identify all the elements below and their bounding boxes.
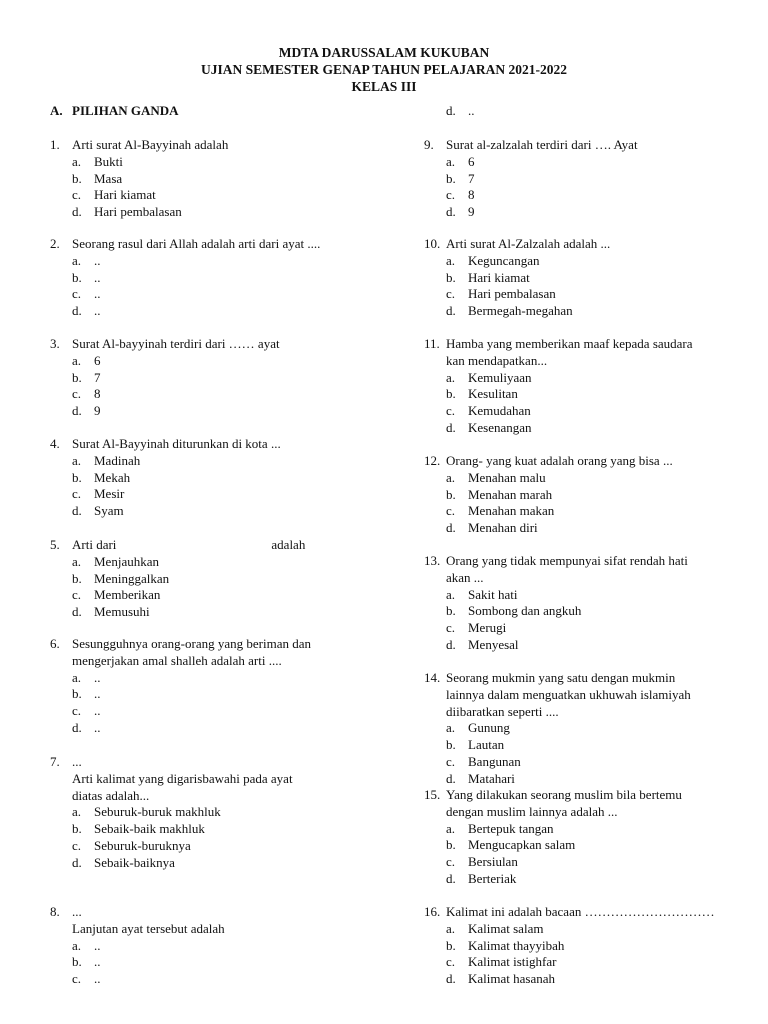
- option-a[interactable]: a. Keguncangan: [446, 252, 540, 268]
- option-d[interactable]: d. Syam: [72, 503, 124, 519]
- option-c[interactable]: c. Hari pembalasan: [446, 286, 556, 302]
- option-d[interactable]: d. Menyesal: [446, 636, 519, 652]
- question-number: 12.: [424, 453, 441, 468]
- question-number: 5.: [50, 537, 60, 552]
- section-name: PILIHAN GANDA: [72, 103, 179, 118]
- question-text: Surat Al-Bayyinah diturunkan di kota ...: [72, 436, 281, 451]
- question-number: 2.: [50, 236, 60, 251]
- option-d[interactable]: d. Bermegah-megahan: [446, 303, 573, 319]
- option-c[interactable]: c. Bangunan: [446, 753, 521, 769]
- option-d[interactable]: d. 9: [446, 204, 475, 220]
- question-8: [50, 904, 390, 988]
- option-c[interactable]: c. Bersiulan: [446, 854, 518, 870]
- option-d[interactable]: d. Hari pembalasan: [72, 204, 182, 220]
- question-number: 13.: [424, 553, 441, 568]
- option-a[interactable]: a. Seburuk-buruk makhluk: [72, 804, 221, 820]
- question-10: [424, 236, 744, 320]
- question-text: Hamba yang memberikan maaf kepada saudara kan mendapatkan...: [446, 336, 693, 368]
- option-a[interactable]: a. ..: [72, 937, 101, 953]
- option-d[interactable]: d. Kesenangan: [446, 419, 532, 435]
- option-c[interactable]: c. 8: [446, 187, 475, 203]
- option-a[interactable]: a. Gunung: [446, 720, 510, 736]
- question-1: [50, 137, 390, 221]
- option-d[interactable]: d. Matahari: [446, 770, 515, 786]
- section-title: [50, 103, 179, 120]
- option-c[interactable]: c. Mesir: [72, 486, 125, 502]
- option-b[interactable]: b. Mengucapkan salam: [446, 837, 576, 853]
- question-number: 3.: [50, 336, 60, 351]
- option-a[interactable]: a. 6: [72, 352, 101, 368]
- question-16: [424, 904, 744, 988]
- question-number: 16.: [424, 904, 441, 919]
- option-c[interactable]: c. Seburuk-buruknya: [72, 837, 191, 853]
- option-a[interactable]: a. Kalimat salam: [446, 920, 544, 936]
- question-number: 1.: [50, 137, 60, 152]
- question-text: Kalimat ini adalah bacaan …………………………: [446, 904, 715, 919]
- school-name: MDTA DARUSSALAM KUKUBAN: [278, 45, 490, 60]
- option-d[interactable]: d. ..: [72, 303, 101, 319]
- option-d[interactable]: d. Berteriak: [446, 870, 517, 886]
- option-b[interactable]: b. ..: [72, 269, 101, 285]
- option-b[interactable]: b. 7: [446, 170, 475, 186]
- question-3: [50, 336, 390, 420]
- option-a[interactable]: a. Bukti: [72, 153, 123, 169]
- question-text: ... Arti kalimat yang digarisbawahi pada ayat diatas adalah...: [72, 754, 293, 803]
- question-text: Arti surat Al-Bayyinah adalah: [72, 137, 229, 152]
- option-b[interactable]: b. Masa: [72, 170, 123, 186]
- question-text: Orang- yang kuat adalah orang yang bisa ...: [446, 453, 673, 468]
- option-b[interactable]: b. Kesulitan: [446, 386, 518, 402]
- question-5: [50, 537, 390, 621]
- option-a[interactable]: a. 6: [446, 153, 475, 169]
- option-c[interactable]: c. Kemudahan: [446, 403, 531, 419]
- option-d[interactable]: d. Menahan diri: [446, 520, 538, 536]
- question-number: 4.: [50, 436, 60, 451]
- question-number: 8.: [50, 904, 60, 919]
- section-letter: A.: [50, 103, 63, 118]
- option-a[interactable]: a. Menjauhkan: [72, 553, 159, 569]
- option-a[interactable]: a. ..: [72, 252, 101, 268]
- option-b[interactable]: b. Sombong dan angkuh: [446, 603, 582, 619]
- option-a[interactable]: a. Sakit hati: [446, 586, 518, 602]
- question-text: Seorang rasul dari Allah adalah arti dari ayat ....: [72, 236, 321, 251]
- question-4: [50, 436, 390, 520]
- question-text: Orang yang tidak mempunyai sifat rendah hati akan ...: [446, 553, 688, 585]
- option-c[interactable]: c. 8: [72, 386, 101, 402]
- question-13: [424, 553, 744, 654]
- question-11: [424, 336, 744, 437]
- question-number: 6.: [50, 636, 60, 651]
- option-a[interactable]: a. Menahan malu: [446, 469, 546, 485]
- question-9: [424, 137, 744, 221]
- question-15: [424, 787, 744, 888]
- option-d[interactable]: d. Kalimat hasanah: [446, 971, 555, 987]
- option-b[interactable]: b. Hari kiamat: [446, 269, 530, 285]
- option-c[interactable]: c. Hari kiamat: [72, 187, 156, 203]
- question-14: [424, 670, 744, 788]
- option-d[interactable]: d. Sebaik-baiknya: [72, 854, 175, 870]
- option-b[interactable]: b. Kalimat thayyibah: [446, 937, 565, 953]
- question-2: [50, 236, 390, 320]
- option-c[interactable]: c. ..: [72, 703, 101, 719]
- question-text: Arti surat Al-Zalzalah adalah ...: [446, 236, 611, 251]
- option-b[interactable]: b. Mekah: [72, 469, 131, 485]
- question-7: [50, 754, 390, 872]
- question-number: 14.: [424, 670, 441, 685]
- option-c[interactable]: c. ..: [72, 286, 101, 302]
- option-b[interactable]: b. Sebaik-baik makhluk: [72, 821, 205, 837]
- question-number: 11.: [424, 336, 440, 351]
- option-c[interactable]: c. Merugi: [446, 620, 507, 636]
- option-d[interactable]: d. ..: [72, 719, 101, 735]
- option-b[interactable]: b. Lautan: [446, 737, 505, 753]
- option-b[interactable]: b. Meninggalkan: [72, 570, 170, 586]
- option-b[interactable]: b. 7: [72, 369, 101, 385]
- option-c[interactable]: c. ..: [72, 971, 101, 987]
- question-text: Arti dari adalah: [72, 537, 306, 552]
- option-c[interactable]: c. Memberikan: [72, 587, 161, 603]
- option-b[interactable]: b. ..: [72, 686, 101, 702]
- option-a[interactable]: a. Madinah: [72, 452, 141, 468]
- option-a[interactable]: a. Kemuliyaan: [446, 369, 532, 385]
- option-b[interactable]: b. ..: [72, 954, 101, 970]
- question-text: Yang dilakukan seorang muslim bila bertemu dengan muslim lainnya adalah ...: [446, 787, 682, 819]
- option-d[interactable]: d. ..: [446, 103, 475, 118]
- option-d[interactable]: d. Memusuhi: [72, 604, 150, 620]
- question-6: [50, 636, 390, 737]
- option-b[interactable]: b. Menahan marah: [446, 486, 553, 502]
- question-12: [424, 453, 744, 537]
- option-a[interactable]: a. ..: [72, 669, 101, 685]
- option-c[interactable]: c. Menahan makan: [446, 503, 555, 519]
- question-number: 15.: [424, 787, 441, 802]
- question-text: Seorang mukmin yang satu dengan mukmin lainnya dalam menguatkan ukhuwah islamiyah diibaratkan seperti ....: [446, 670, 691, 719]
- option-a[interactable]: a. Bertepuk tangan: [446, 820, 554, 836]
- question-text: Sesungguhnya orang-orang yang beriman dan mengerjakan amal shalleh adalah arti ....: [72, 636, 311, 668]
- question-number: 9.: [424, 137, 434, 152]
- question-text: Surat Al-bayyinah terdiri dari …… ayat: [72, 336, 280, 351]
- question-8-option-d: [424, 103, 744, 120]
- question-number: 10.: [424, 236, 441, 251]
- exam-title: UJIAN SEMESTER GENAP TAHUN PELAJARAN 2021-2022: [201, 62, 567, 77]
- document-header: [0, 44, 768, 95]
- option-d[interactable]: d. 9: [72, 403, 101, 419]
- question-text: Surat al-zalzalah terdiri dari …. Ayat: [446, 137, 638, 152]
- option-c[interactable]: c. Kalimat istighfar: [446, 954, 557, 970]
- question-text: ... Lanjutan ayat tersebut adalah: [72, 904, 225, 936]
- question-number: 7.: [50, 754, 60, 769]
- class-label: KELAS III: [351, 79, 417, 94]
